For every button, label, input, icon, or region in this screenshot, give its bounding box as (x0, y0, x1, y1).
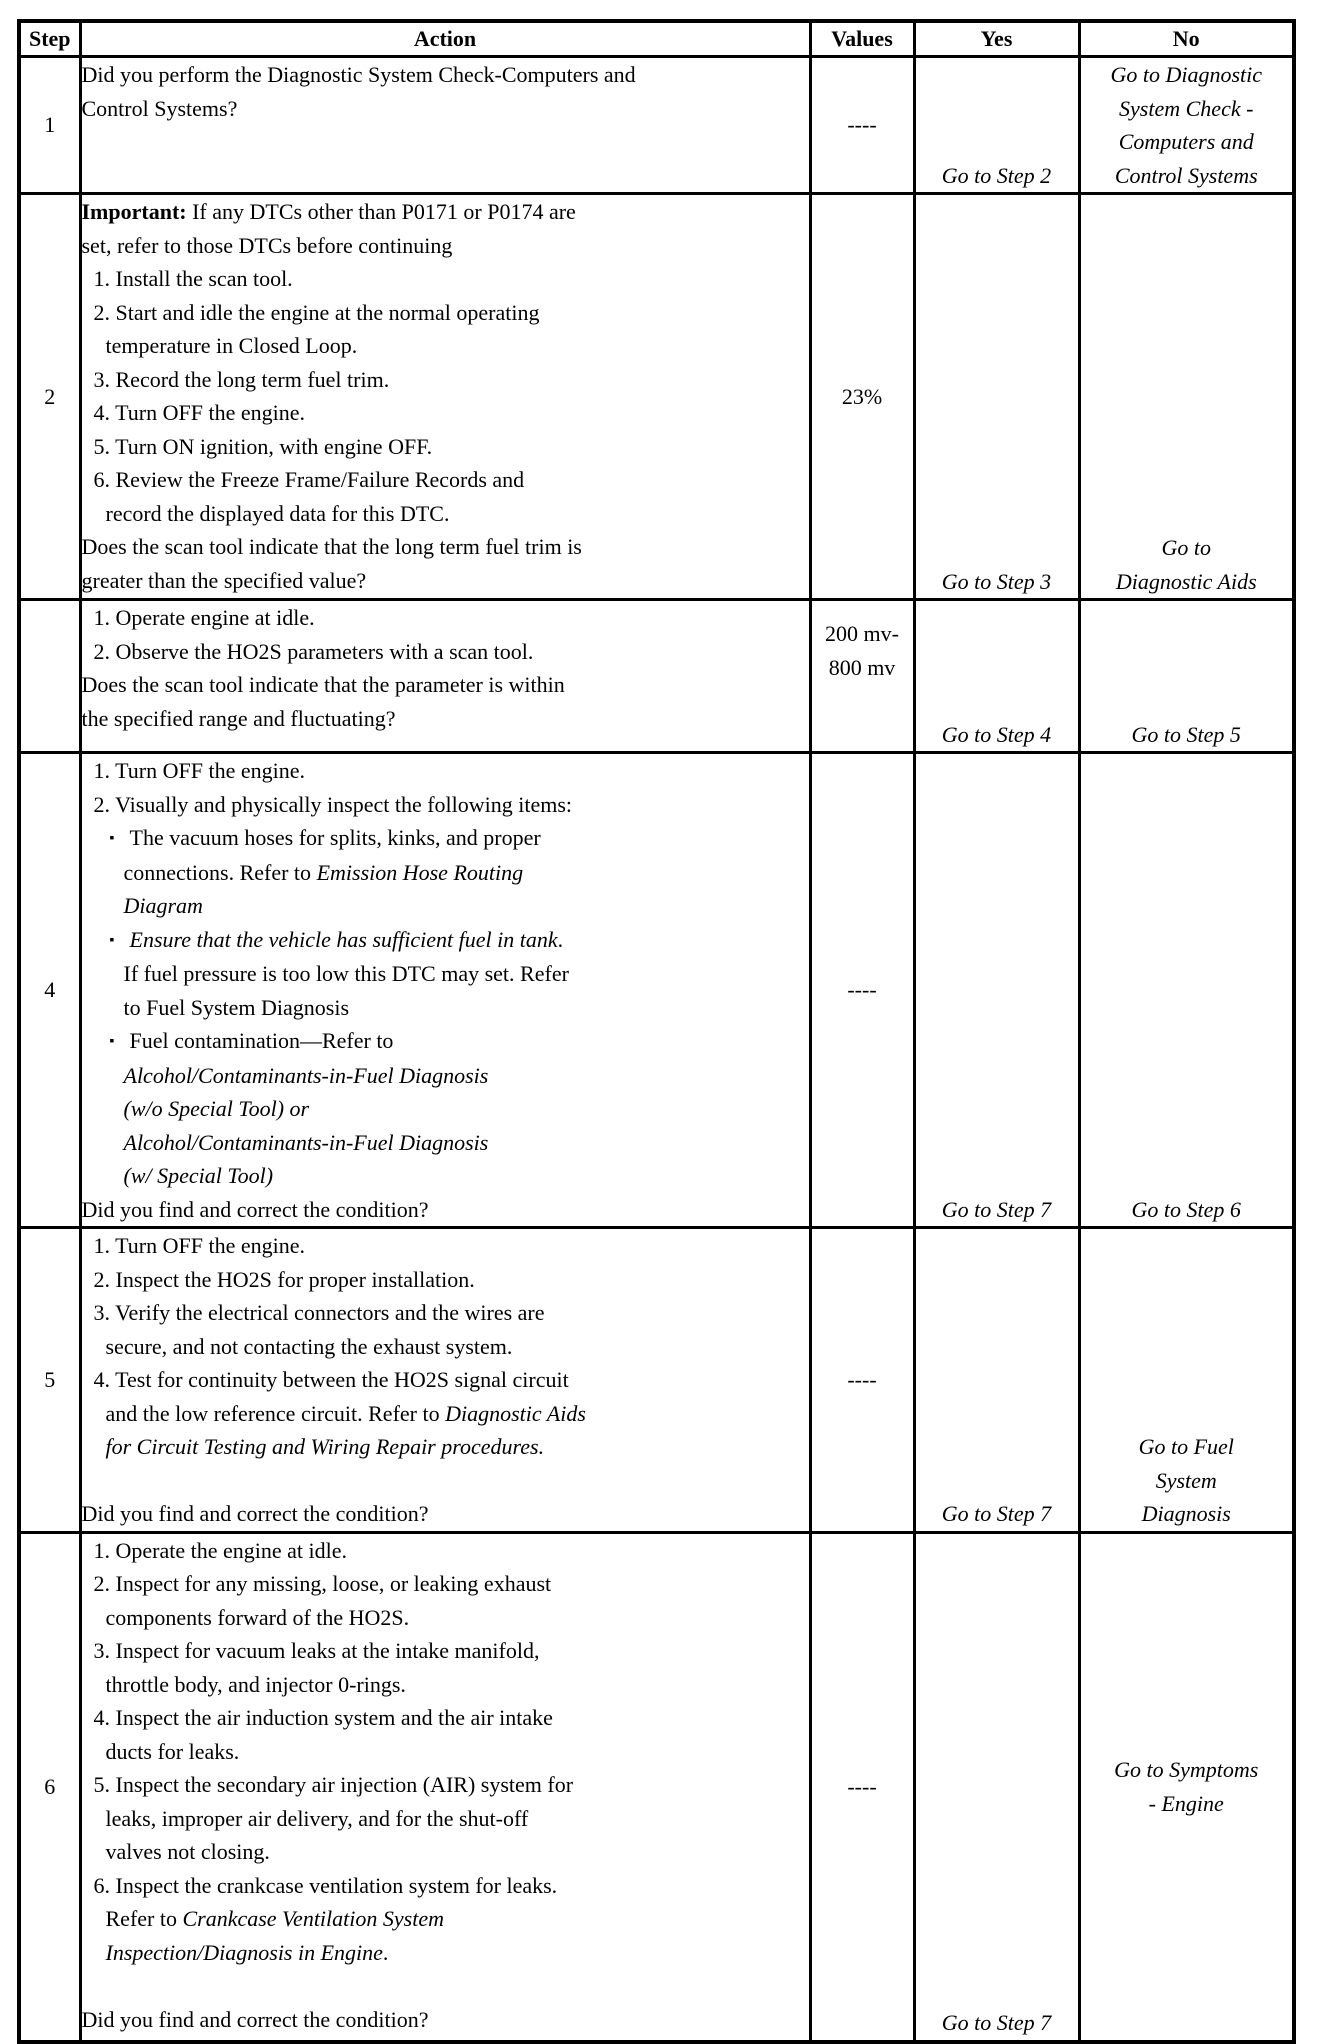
action-text: Did you find and correct the condition? (81, 1501, 429, 1526)
action-line (82, 1601, 809, 1635)
action-line (82, 702, 809, 736)
action-text: record the displayed data for this DTC. (105, 500, 450, 526)
table-row (19, 1532, 1294, 2042)
header-yes: Yes (914, 21, 1079, 57)
action-line (82, 1534, 809, 1568)
action-text: 2. Observe the HO2S parameters with a scan tool. (93, 638, 534, 664)
action-text: Does the scan tool indicate that the long term fuel trim is (81, 534, 582, 559)
reference-text: (w/o Special Tool) (123, 1096, 285, 1121)
action-line (82, 564, 809, 598)
action-text: 1. Install the scan tool. (93, 266, 293, 291)
step-cell: 4 (19, 753, 80, 1228)
diagnostic-table (17, 19, 1296, 2044)
action-cell (80, 194, 810, 600)
no-line: Diagnosis (1141, 1501, 1231, 1526)
action-line (82, 1024, 809, 1059)
action-text: the specified range and fluctuating? (81, 705, 396, 731)
action-text: to Fuel System Diagnosis (123, 994, 350, 1020)
values-line: 200 mv- (825, 621, 899, 646)
action-text: temperature in Closed Loop. (105, 333, 358, 358)
action-line (82, 363, 809, 397)
reference-text: Emission Hose Routing (316, 859, 524, 885)
yes-cell[interactable]: Go to Step 3 (914, 194, 1079, 600)
header-step: Step (19, 21, 80, 57)
bullet-icon: ▪ (109, 1034, 115, 1049)
action-text: Refer to (105, 1906, 183, 1931)
action-text: 4. Test for continuity between the HO2S signal circuit (93, 1367, 569, 1392)
action-line (82, 856, 809, 890)
action-text: 1. Turn OFF the engine. (93, 758, 305, 783)
action-text: 1. Turn OFF the engine. (93, 1233, 305, 1258)
action-line (82, 430, 809, 464)
action-line (82, 991, 809, 1025)
no-line: Go to (1161, 535, 1211, 560)
action-line (82, 788, 809, 822)
header-no: No (1079, 21, 1294, 57)
action-cell (80, 600, 810, 753)
no-line: Control Systems (1114, 162, 1258, 188)
table-row (19, 1228, 1294, 1533)
reference-text: Diagnostic Aids (445, 1400, 586, 1426)
action-line (82, 1464, 809, 1498)
action-line (82, 1768, 809, 1802)
reference-text: Ensure that the vehicle has sufficient fuel in tank (129, 926, 558, 952)
no-cell[interactable] (1079, 1532, 1294, 2042)
action-line (82, 497, 809, 531)
action-line (82, 1059, 809, 1093)
values-cell: ---- (810, 1532, 914, 2042)
action-text: 3. Verify the electrical connectors and the wires are (93, 1300, 545, 1325)
action-text: Did you find and correct the condition? (81, 1196, 429, 1222)
action-line (82, 1363, 809, 1397)
action-line (82, 1735, 809, 1769)
no-cell[interactable] (1079, 753, 1294, 1228)
action-line (82, 1567, 809, 1601)
action-line (82, 530, 809, 564)
action-text: 3. Record the long term fuel trim. (93, 366, 390, 392)
action-line (82, 1869, 809, 1903)
action-text: valves not closing. (105, 1839, 270, 1864)
action-text: set, refer to those DTCs before continuing (81, 232, 453, 258)
action-line (82, 754, 809, 788)
reference-text: Alcohol/Contaminants-in-Fuel Diagnosis (123, 1129, 489, 1155)
action-line (82, 1497, 809, 1531)
action-line (82, 1126, 809, 1160)
no-line: Go to Symptoms (1114, 1757, 1259, 1782)
action-line (82, 229, 809, 263)
action-text: and the low reference circuit. Refer to (105, 1400, 446, 1426)
values-line: 800 mv (828, 654, 896, 680)
emphasis-label: Important: (81, 199, 187, 224)
step-cell: 5 (19, 1228, 80, 1533)
yes-cell[interactable]: Go to Step 2 (914, 57, 1079, 194)
header-values: Values (810, 21, 914, 57)
values-cell: 23% (810, 194, 914, 600)
action-line (82, 957, 809, 991)
no-line: Go to Step 6 (1131, 1196, 1241, 1222)
action-line (82, 601, 809, 635)
step-cell: 2 (19, 194, 80, 600)
action-text: . (382, 1939, 389, 1965)
action-text: leaks, improper air delivery, and for the shut-off (105, 1805, 529, 1831)
action-line (82, 262, 809, 296)
header-row (19, 21, 1294, 57)
action-text: 2. Visually and physically inspect the following items: (93, 791, 573, 817)
action-text: 2. Start and idle the engine at the normal operating (93, 299, 540, 325)
action-text: secure, and not contacting the exhaust system. (105, 1333, 513, 1359)
table-row (19, 194, 1294, 600)
action-line (82, 58, 809, 92)
action-line (82, 1092, 809, 1126)
action-text: Does the scan tool indicate that the parameter is within (81, 672, 565, 697)
action-text: ducts for leaks. (105, 1738, 240, 1764)
values-cell: ---- (810, 1228, 914, 1533)
reference-text: (w/ Special Tool) (123, 1163, 274, 1188)
action-line (82, 1159, 809, 1193)
action-cell (80, 753, 810, 1228)
yes-cell[interactable]: Go to Step 7 (914, 1532, 1079, 2042)
action-line (82, 1397, 809, 1431)
yes-cell[interactable]: Go to Step 7 (914, 753, 1079, 1228)
action-text: If fuel pressure is too low this DTC may set. Refer (123, 961, 569, 986)
bullet-icon: ▪ (109, 831, 115, 846)
action-line (82, 1701, 809, 1735)
action-line (82, 396, 809, 430)
action-text: 5. Turn ON ignition, with engine OFF. (93, 433, 433, 459)
no-line: Computers and (1118, 129, 1254, 154)
no-line: System Check - (1119, 95, 1254, 121)
action-cell (80, 1228, 810, 1533)
action-line (82, 1634, 809, 1668)
action-line (82, 923, 809, 958)
action-text: 3. Inspect for vacuum leaks at the intake manifold, (93, 1638, 540, 1663)
action-text: The vacuum hoses for splits, kinks, and proper (129, 825, 541, 850)
no-line: Go to Fuel (1138, 1434, 1234, 1459)
no-line: Go to Step 5 (1131, 721, 1241, 747)
action-line (82, 1229, 809, 1263)
reference-text: Crankcase Ventilation System (182, 1906, 444, 1931)
no-line: System (1155, 1467, 1217, 1493)
values-cell: ---- (810, 753, 914, 1228)
table-body (19, 57, 1294, 2042)
no-cell[interactable] (1079, 1228, 1294, 1533)
table-row (19, 753, 1294, 1228)
action-line (82, 2003, 809, 2037)
action-text: Fuel contamination—Refer to (129, 1028, 394, 1053)
no-cell[interactable] (1079, 57, 1294, 194)
action-line (82, 1296, 809, 1330)
yes-cell[interactable]: Go to Step 4 (914, 600, 1079, 753)
reference-text: Alcohol/Contaminants-in-Fuel Diagnosis (123, 1062, 489, 1088)
action-text: If any DTCs other than P0171 or P0174 are (186, 199, 576, 224)
action-text: greater than the specified value? (81, 567, 367, 593)
action-text: components forward of the HO2S. (105, 1604, 410, 1630)
action-line (82, 1330, 809, 1364)
action-cell (80, 57, 810, 194)
action-text: Did you find and correct the condition? (81, 2006, 429, 2032)
action-text: 6. Review the Freeze Frame/Failure Records and (93, 467, 525, 492)
header-action: Action (80, 21, 810, 57)
no-cell[interactable] (1079, 194, 1294, 600)
action-text: 2. Inspect for any missing, loose, or leaking exhaust (93, 1571, 552, 1596)
action-text: 1. Operate engine at idle. (93, 605, 315, 630)
action-line (82, 889, 809, 923)
action-text: 6. Inspect the crankcase ventilation system for leaks. (93, 1872, 558, 1898)
reference-text: for Circuit Testing and Wiring Repair procedures. (105, 1434, 545, 1459)
action-text: connections. Refer to (123, 859, 317, 885)
action-text: throttle body, and injector 0-rings. (105, 1671, 406, 1697)
action-text: 5. Inspect the secondary air injection (AIR) system for (93, 1772, 574, 1797)
action-line (82, 668, 809, 702)
step-cell: 1 (19, 57, 80, 194)
yes-cell[interactable]: Go to Step 7 (914, 1228, 1079, 1533)
action-line (82, 1936, 809, 1970)
bullet-icon: ▪ (109, 932, 115, 948)
action-line (82, 463, 809, 497)
values-cell: ---- (810, 57, 914, 194)
action-text: 2. Inspect the HO2S for proper installation. (93, 1266, 475, 1292)
step-cell (19, 600, 80, 753)
action-cell (80, 1532, 810, 2042)
action-text: 4. Turn OFF the engine. (93, 400, 305, 425)
action-line (82, 1668, 809, 1702)
reference-text: Diagram (123, 893, 203, 918)
action-line (82, 1902, 809, 1936)
action-line (82, 296, 809, 330)
action-text: 1. Operate the engine at idle. (93, 1537, 348, 1563)
action-line (82, 329, 809, 363)
action-line (82, 92, 809, 126)
action-line (82, 195, 809, 229)
action-line (82, 1802, 809, 1836)
reference-text: or (284, 1096, 310, 1121)
values-cell (810, 600, 914, 753)
reference-text: Inspection/Diagnosis in Engine (105, 1939, 383, 1965)
action-line (82, 821, 809, 856)
action-line (82, 1430, 809, 1464)
action-line (82, 1835, 809, 1869)
action-line (82, 1969, 809, 2003)
action-line (82, 1263, 809, 1297)
table-row (19, 600, 1294, 753)
step-cell: 6 (19, 1532, 80, 2042)
action-text: Control Systems? (81, 95, 238, 121)
action-line (82, 1193, 809, 1227)
no-line: Diagnostic Aids (1115, 568, 1257, 594)
action-text: 4. Inspect the air induction system and the air intake (93, 1705, 553, 1730)
no-cell[interactable] (1079, 600, 1294, 753)
no-line: Go to Diagnostic (1110, 62, 1263, 87)
action-text: . (557, 926, 564, 952)
table-row (19, 57, 1294, 194)
action-line (82, 635, 809, 669)
action-text: Did you perform the Diagnostic System Check-Computers and (81, 62, 636, 87)
no-line: - Engine (1148, 1790, 1224, 1816)
